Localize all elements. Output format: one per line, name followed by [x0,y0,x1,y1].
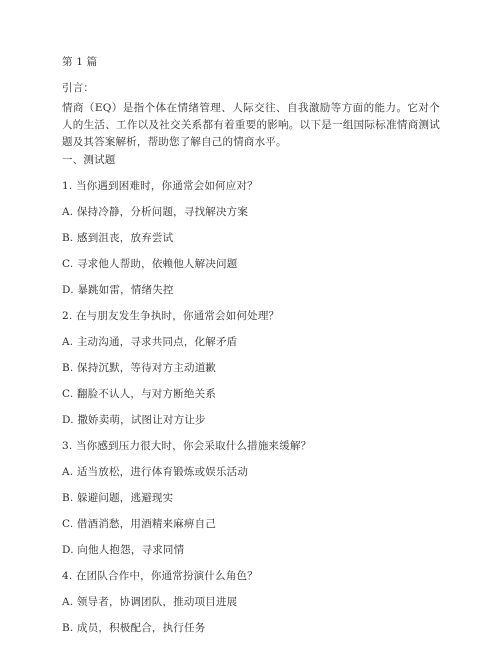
question-1: 1. 当你遇到困难时，你通常会如何应对？ [62,180,258,192]
option-3d: D. 向他人抱怨，寻求同情 [62,544,185,556]
option-2b: B. 保持沉默，等待对方主动道歉 [62,362,217,374]
question-2: 2. 在与朋友发生争执时，你通常会如何处理？ [62,310,280,322]
question-3: 3. 当你感到压力很大时，你会采取什么措施来缓解？ [62,440,312,452]
option-3c: C. 借酒消愁，用酒精来麻痹自己 [62,518,217,530]
option-1d: D. 暴跳如雷，情绪失控 [62,284,174,296]
option-2c: C. 翻脸不认人，与对方断绝关系 [62,388,217,400]
option-1b: B. 感到沮丧，放弃尝试 [62,232,174,244]
section-title: 一、测试题 [62,154,116,166]
intro-paragraph: 情商（EQ）是指个体在情绪管理、人际交往、自我激励等方面的能力。它对个人的生活、工作以及社交关系都有着重要的影响。以下是一组国际标准情商测试题及其答案解析，帮助您了解自己的情商水平。 [62,102,440,148]
option-4a: A. 领导者，协调团队，推动项目进展 [62,596,238,608]
intro-label: 引言： [62,82,95,94]
document-heading: 第 1 篇 [62,56,98,68]
option-3b: B. 躲避问题，逃避现实 [62,492,174,504]
option-4b: B. 成员，积极配合，执行任务 [62,622,206,634]
question-4: 4. 在团队合作中，你通常扮演什么角色？ [62,570,258,582]
option-3a: A. 适当放松，进行体育锻炼或娱乐活动 [62,466,249,478]
option-1a: A. 保持冷静，分析问题，寻找解决方案 [62,206,249,218]
option-2d: D. 撒娇卖萌，试图让对方让步 [62,414,206,426]
option-2a: A. 主动沟通，寻求共同点，化解矛盾 [62,336,238,348]
option-1c: C. 寻求他人帮助，依赖他人解决问题 [62,258,238,270]
